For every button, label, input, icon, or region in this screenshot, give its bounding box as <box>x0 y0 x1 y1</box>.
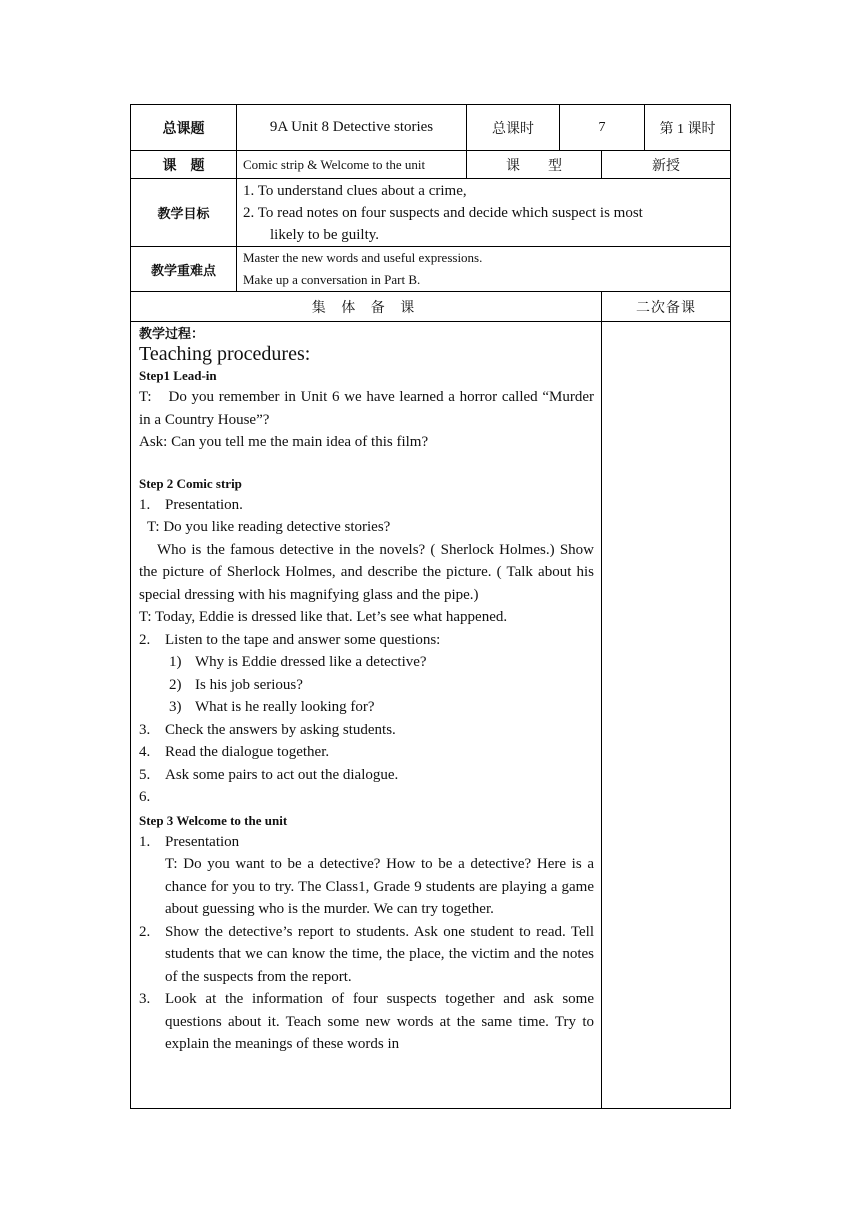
goal-2-cont: likely to be guilty. <box>270 226 380 243</box>
step1-title: Step1 Lead-in <box>139 368 217 383</box>
goal-1: 1. To understand clues about a crime, <box>243 182 467 199</box>
type-label: 课 型 <box>467 151 602 179</box>
list-item: 3. Check the answers by asking students. <box>139 721 396 738</box>
step2-paragraph: Who is the famous detective in the novels? ( Sherlock Holmes.) Show the picture of Sherlock Holmes, and describe the picture. ( Talk about his special dressing with his magnifying glass and the pipe.) <box>139 541 594 603</box>
lesson-plan-table <box>130 104 731 1109</box>
step2-eddie: T: Today, Eddie is dressed like that. Let’s see what happened. <box>139 609 508 625</box>
keypoint-1: Master the new words and useful expressions. <box>243 250 483 265</box>
second-prep-cell <box>602 322 731 1109</box>
keypoints-label: 教学重难点 <box>131 247 237 292</box>
procedure-row <box>131 322 731 1109</box>
keypoint-2: Make up a conversation in Part B. <box>243 272 421 287</box>
topic-value: 9A Unit 8 Detective stories <box>237 105 467 151</box>
goal-2: 2. To read notes on four suspects and decide which suspect is most <box>243 204 643 221</box>
procedure-label-cn: 教学过程： <box>139 326 205 341</box>
keypoints-cell <box>237 247 731 292</box>
question-item: 3) What is he really looking for? <box>169 699 375 715</box>
period-label: 第 1 课时 <box>645 105 731 151</box>
lesson-label: 课 题 <box>131 151 237 179</box>
list-item: 5. Ask some pairs to act out the dialogue. <box>139 766 399 783</box>
list-item: 6. <box>139 789 151 805</box>
lesson-plan-sheet <box>130 104 730 1109</box>
question-item: 2) Is his job serious? <box>169 676 303 693</box>
procedure-cell <box>131 322 602 1109</box>
goals-cell <box>237 179 731 247</box>
lesson-value: Comic strip & Welcome to the unit <box>237 151 467 179</box>
list-item: 2. Listen to the tape and answer some questions: <box>139 631 441 648</box>
step2-question: T: Do you like reading detective stories? <box>147 519 391 535</box>
list-item: 3. Look at the information of four suspects together and ask some questions about it. Teach some new words at the same time. Try to explain the meanings of these words in <box>139 991 594 1052</box>
goals-row <box>131 179 731 247</box>
list-item: 2. Show the detective’s report to students. Ask one student to read. Tell students that we can know the time, the place, the victim and the notes of the suspects from the report. <box>139 923 594 985</box>
col-main-header: 集 体 备 课 <box>131 292 602 322</box>
goals-label: 教学目标 <box>131 179 237 247</box>
section-header-row <box>131 292 731 322</box>
keypoints-row <box>131 247 731 292</box>
question-item: 1) Why is Eddie dressed like a detective? <box>169 654 427 670</box>
list-item: 4. Read the dialogue together. <box>139 744 330 760</box>
step3-title: Step 3 Welcome to the unit <box>139 812 288 828</box>
procedure-label-en: Teaching procedures: <box>139 343 311 365</box>
lesson-row <box>131 151 731 179</box>
step2-title: Step 2 Comic strip <box>139 475 242 491</box>
list-item: 1. Presentation. <box>139 496 243 513</box>
total-hours-label: 总课时 <box>467 105 560 151</box>
col-second-header: 二次备课 <box>602 292 731 322</box>
list-item: 1. Presentation <box>139 833 240 850</box>
topic-label: 总课题 <box>131 105 237 151</box>
topic-row <box>131 105 731 151</box>
step1-text: T: Do you remember in Unit 6 we have learned a horror called “Murder in a Country House”? <box>139 389 594 428</box>
type-value: 新授 <box>602 151 731 179</box>
step1-ask: Ask: Can you tell me the main idea of this film? <box>139 434 429 450</box>
total-hours-value: 7 <box>560 105 645 151</box>
list-item: T: Do you want to be a detective? How to be a detective? Here is a chance for you to try. The Class1, Grade 9 students are playing a game about guessing who is the murder. We can try together. <box>165 856 594 917</box>
